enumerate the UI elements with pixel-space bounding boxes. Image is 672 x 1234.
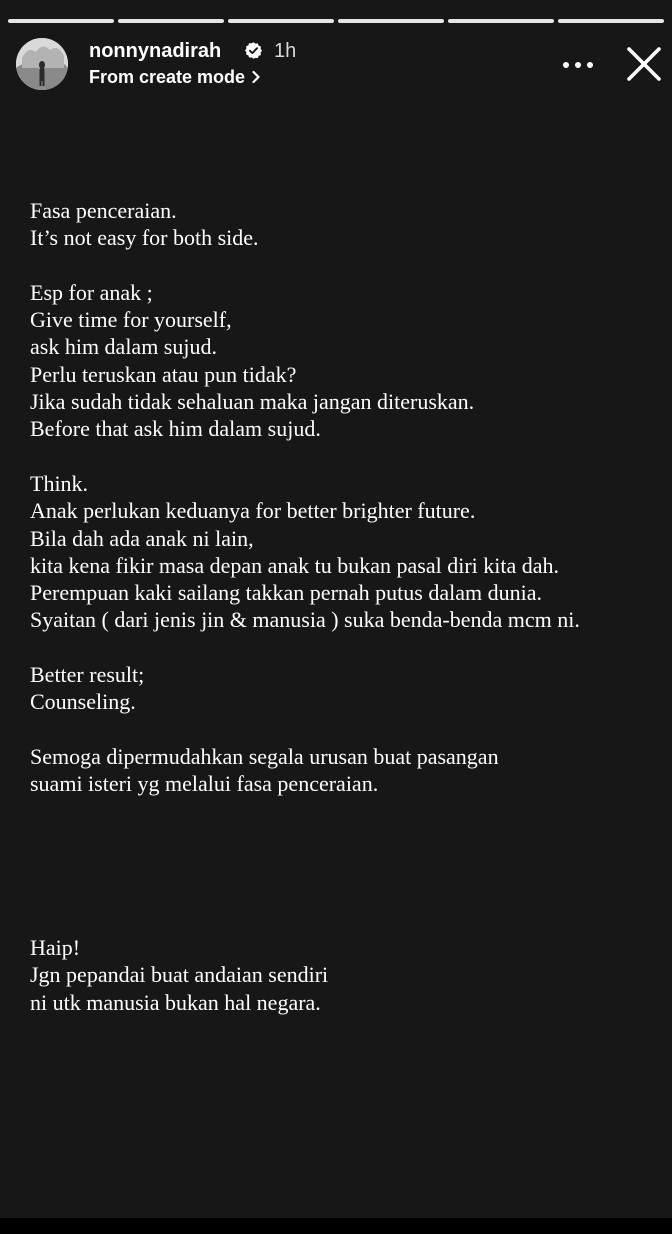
close-icon — [622, 42, 666, 86]
story-progress-bar — [8, 19, 664, 23]
story-text-line — [30, 825, 660, 852]
progress-segment-fill — [118, 19, 224, 23]
story-text-line — [30, 907, 660, 934]
story-text-line — [30, 443, 660, 470]
story-text-line — [30, 852, 660, 879]
more-horizontal-icon — [556, 50, 600, 80]
progress-segment-fill — [338, 19, 444, 23]
progress-segment-fill — [228, 19, 334, 23]
story-text-line: kita kena fikir masa depan anak tu bukan pasal diri kita dah. — [30, 552, 560, 578]
story-text-line — [30, 879, 660, 906]
story-text-line: Before that ask him dalam sujud. — [30, 416, 321, 442]
avatar-photo-icon — [16, 38, 68, 90]
story-text-line: Anak perlukan keduanya for better brighter future. — [30, 498, 476, 524]
story-text-line: ni utk manusia bukan hal negara. — [30, 989, 321, 1015]
story-text-line: Haip! — [30, 935, 81, 961]
story-text-line: It’s not easy for both side. — [30, 225, 259, 251]
progress-segment-fill — [558, 19, 664, 23]
story-text-line — [30, 634, 660, 661]
story-text-line: Perlu teruskan atau pun tidak? — [30, 361, 297, 387]
story-text-line: Fasa penceraian. — [30, 198, 177, 223]
progress-segment-5 — [448, 19, 554, 23]
post-time: 1h — [274, 40, 297, 62]
story-text-line: ask him dalam sujud. — [30, 334, 217, 360]
story-text-line — [30, 716, 660, 743]
create-mode-link[interactable] — [89, 65, 261, 89]
story-text-line: Esp for anak ; — [30, 279, 153, 305]
username[interactable]: nonnynadirah — [89, 40, 222, 62]
story-text — [30, 197, 660, 1016]
chevron-right-icon — [251, 70, 261, 84]
story-text-line: Syaitan ( dari jenis jin & manusia ) suka benda-benda mcm ni. — [30, 607, 580, 633]
story-text-line: Bila dah ada anak ni lain, — [30, 525, 254, 551]
verified-badge-icon — [244, 41, 263, 60]
story-text-line — [30, 252, 660, 279]
story-text-line: Jgn pepandai buat andaian sendiri — [30, 962, 329, 988]
progress-segment-fill — [8, 19, 114, 23]
more-options-button[interactable] — [556, 50, 600, 80]
progress-segment-2 — [118, 19, 224, 23]
story-text-line: Give time for yourself, — [30, 307, 232, 333]
progress-segment-6 — [558, 19, 664, 23]
story-text-line — [30, 798, 660, 825]
story-text-line: suami isteri yg melalui fasa penceraian. — [30, 771, 379, 797]
story-text-line: Semoga dipermudahkan segala urusan buat pasangan — [30, 743, 499, 769]
progress-segment-3 — [228, 19, 334, 23]
story-text-line: Counseling. — [30, 689, 136, 715]
create-mode-label: From create mode — [89, 67, 246, 87]
story-text-line: Better result; — [30, 662, 145, 688]
story-text-line: Perempuan kaki sailang takkan pernah putus dalam dunia. — [30, 580, 542, 606]
close-button[interactable] — [622, 42, 666, 86]
story-text-line: Jika sudah tidak sehaluan maka jangan diteruskan. — [30, 389, 475, 415]
progress-segment-1 — [8, 19, 114, 23]
bottom-bar — [0, 1218, 672, 1234]
story-text-line: Think. — [30, 470, 89, 496]
progress-segment-fill — [448, 19, 554, 23]
avatar[interactable] — [16, 38, 68, 90]
progress-segment-4 — [338, 19, 444, 23]
